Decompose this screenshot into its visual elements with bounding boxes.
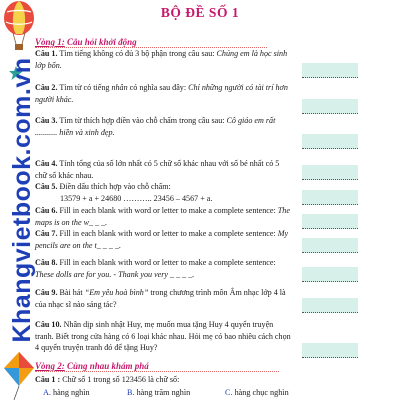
question-text: Fill in each blank with word or letter to make a complete sentence: xyxy=(59,206,276,215)
page-title: BỘ ĐỀ SỐ 1 xyxy=(160,5,240,20)
option-label: C. xyxy=(225,388,233,397)
answer-box-5[interactable] xyxy=(302,190,358,205)
question-7 xyxy=(35,228,293,251)
question-5 xyxy=(35,181,293,204)
question-number: Câu 10. xyxy=(35,320,62,329)
question-number: Câu 1 : xyxy=(35,375,61,384)
answer-box-3[interactable] xyxy=(302,134,358,149)
question-expression: 13579 + a + 24680 ……….. 23456 – 4567 + a. xyxy=(60,193,213,203)
round2-question-1 xyxy=(35,374,293,386)
section-title: Câu hỏi khởi động xyxy=(67,37,137,47)
question-text: Tìm tiếng không có đủ 3 bộ phận trong câu sau: xyxy=(59,49,215,58)
answer-box-2[interactable] xyxy=(302,99,358,114)
question-9 xyxy=(35,287,293,310)
answer-box-4[interactable] xyxy=(302,165,358,180)
question-number: Câu 2. xyxy=(35,83,58,92)
question-text: Tính tổng của số lớn nhất có 5 chữ số khác nhau với số bé nhất có 5 chữ số khác nhau. xyxy=(35,159,280,180)
question-quote: The maps is on the w_ _ _. xyxy=(35,206,290,227)
question-text: có nghĩa sau đây: xyxy=(129,83,187,92)
option-label: B. xyxy=(127,388,135,397)
section-heading-round-2 xyxy=(35,361,149,371)
question-text: Bài hát xyxy=(59,288,83,297)
question-2 xyxy=(35,82,293,105)
section-heading-round-1 xyxy=(35,37,137,47)
question-text: Nhân dịp sinh nhật Huy, mẹ muốn mua tặng Huy 4 quyển truyện tranh. Biết trong cửa hàng có 6 loại khác nhau. Hỏi mẹ có bao nhiêu cách chọn 4 quyển truyện tranh đó để tặng Huy? xyxy=(35,320,291,352)
question-4 xyxy=(35,158,293,181)
option-text: hàng chục nghìn xyxy=(234,388,289,397)
answer-box-8[interactable] xyxy=(302,267,358,282)
option-label: A. xyxy=(43,388,51,397)
answer-box-1[interactable] xyxy=(302,63,358,78)
option-text: hàng trăm nghìn xyxy=(136,388,191,397)
kite-icon xyxy=(2,352,36,400)
question-number: Câu 7. xyxy=(35,229,58,238)
question-text: Điền dấu thích hợp vào chỗ chấm: xyxy=(59,182,171,191)
question-keyword: nhân xyxy=(111,83,128,92)
option-a[interactable] xyxy=(43,388,90,397)
question-quote: Chúng em là học sinh lớp bốn. xyxy=(35,49,288,70)
section-label: Vòng 2: xyxy=(35,361,65,371)
question-quote: Cô giáo em rất ........... hiền và xinh đẹp. xyxy=(35,116,276,137)
question-number: Câu 6. xyxy=(35,206,58,215)
question-quote: My pencils are on the t_ _ _ _. xyxy=(35,229,289,250)
question-text: trong chương trình môn Âm nhạc lớp 4 là của nhạc sĩ nào sáng tác? xyxy=(35,288,286,309)
answer-box-6[interactable] xyxy=(302,214,358,229)
question-text: Tìm từ có tiếng xyxy=(59,83,110,92)
question-3 xyxy=(35,115,293,138)
answer-box-7[interactable] xyxy=(302,238,358,253)
question-10 xyxy=(35,319,293,354)
question-number: Câu 8. xyxy=(35,258,58,267)
question-quote: Chỉ những người có tài trí hơn người khác. xyxy=(35,83,288,104)
question-6 xyxy=(35,205,293,228)
section-title: Cùng nhau khám phá xyxy=(67,361,149,371)
option-text: hàng nghìn xyxy=(53,388,90,397)
option-c[interactable] xyxy=(225,388,289,397)
watermark-text: Khangvietbook.com.vn xyxy=(8,57,36,343)
question-8 xyxy=(35,257,293,280)
question-number: Câu 9. xyxy=(35,288,58,297)
answer-box-9[interactable] xyxy=(302,298,358,313)
question-1 xyxy=(35,48,293,71)
question-number: Câu 4. xyxy=(35,159,58,168)
question-quote: These dolls are for you. - Thank you very _ _ _ _. xyxy=(35,269,195,279)
question-text: Tìm từ thích hợp điền vào chỗ chấm trong câu sau: xyxy=(59,116,225,125)
section-label: Vòng 1: xyxy=(35,37,65,47)
question-text: Fill in each blank with word or letter to make a complete sentence: xyxy=(59,258,276,267)
question-text: Chữ số 1 trong số 123456 là chữ số: xyxy=(62,375,180,384)
question-number: Câu 5. xyxy=(35,182,58,191)
answer-box-10[interactable] xyxy=(302,343,358,358)
question-quote: “Em yêu hoà bình” xyxy=(84,288,149,297)
question-text: Fill in each blank with word or letter to make a complete sentence: xyxy=(59,229,276,238)
question-number: Câu 1. xyxy=(35,49,58,58)
option-b[interactable] xyxy=(127,388,190,397)
question-number: Câu 3. xyxy=(35,116,58,125)
